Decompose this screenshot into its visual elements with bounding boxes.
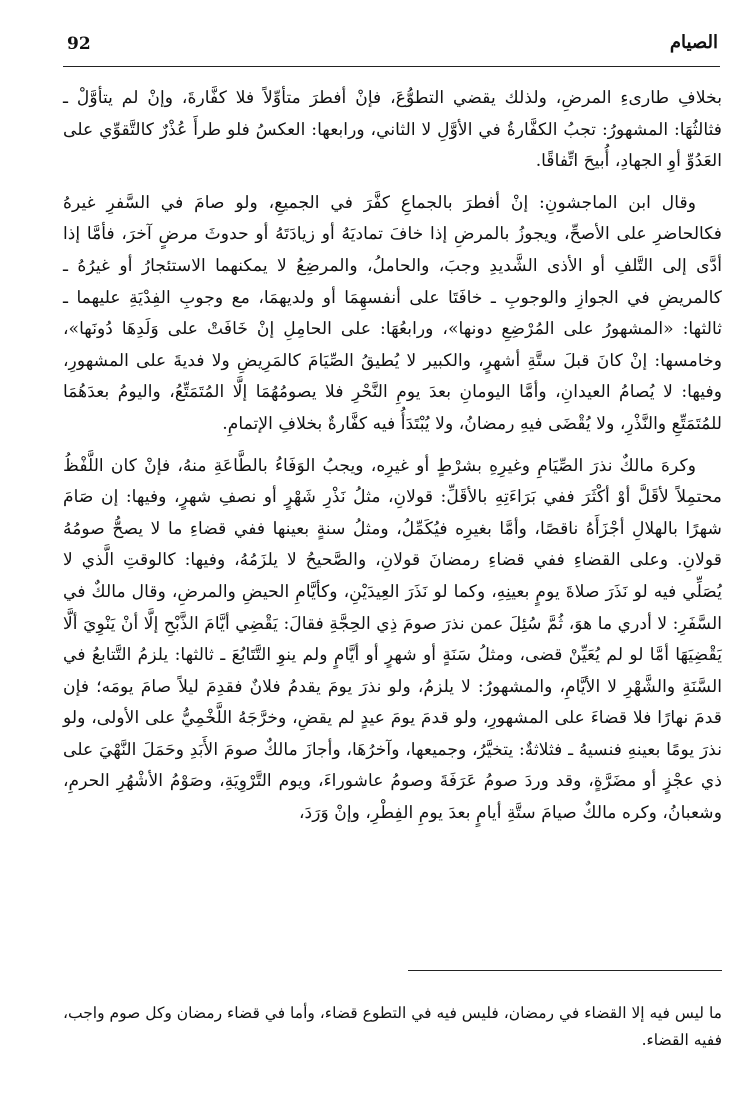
- page-header: [63, 30, 720, 66]
- paragraph-2: وقال ابن الماجشونِ: إنْ أفطرَ بالجماعِ كفَّرَ في الجميعِ، ولو صامَ في السَّفرِ غيرهُ فكالحاضرِ على الأصحِّ، ويجوزُ بالمرضِ إذا خافَ تماديَهُ أو زيادَتَهُ أو حدوثَ مرضٍ آخرَ، فأمَّا إذا أدَّى إلى التَّلفِ أو الأذى الشَّديدِ وجبَ، والحاملُ، والمرضِعُ لا يمكنهما الاستئجارُ أو غيرُهُ ـ كالمريضِ في الجوازِ والوجوبِ ـ خافَتَا على أنفسهِمَا أو ولديهمَا، مع وجوبِ الفِدْيَةِ عليهما ـ ثالثها: «المشهورُ على المُرْضِعِ دونها»، ورابعُهَا: على الحامِلِ إنْ خَافَتْ على وَلَدِهَا دُونَها»، وخامسها: إنْ كانَ قبلَ ستَّةِ أشهرٍ، والكبير لا يُطيقُ الصِّيَامَ كالمَرِيضِ ولا فديةَ على المشهورِ، وفيها: لا يُصامُ العيدانِ، وأمَّا اليومانِ بعدَ يومِ النَّحْرِ فلا يصومُهُمَا إلَّا المُتَمَتِّعُ، واليومُ بعدَهُمَا للمُتَمَتِّعِ والنَّذْرِ، ولا يُقْضَى فيهِ رمضانُ، ولا يُبْتَدَأُ فيه كفَّارةٌ بخلافِ الإتمامِ.: [63, 192, 722, 434]
- body-text: [63, 83, 722, 830]
- header-rule: [63, 66, 720, 67]
- paragraph-1: بخلافِ طارىءِ المرضِ، ولذلك يقضي التطوُّعَ، فإنْ أفطرَ متأوِّلاً فلا كفَّارةَ، وإنْ لم يتأوَّلْ ـ فثالثُهَا: المشهورُ: تجبُ الكفَّارةُ في الأوَّلِ لا الثاني، ورابعها: العكسُ فلو طرأَ عُذْرٌ كالتَّقوِّي على العَدُوِّ أوِ الجهادِ، أُبيحَ اتِّفاقًا.: [63, 88, 722, 172]
- running-title: الصيام: [669, 32, 718, 53]
- footnote-rule: [408, 970, 722, 971]
- page-number: 92: [67, 34, 91, 54]
- footnote: ما ليس فيه إلا القضاء في رمضان، فليس فيه في التطوع قضاء، وأما في قضاء رمضان وكل صوم واجب، ففيه القضاء.: [63, 1003, 722, 1049]
- paragraph-3: وكرهَ مالكٌ نذرَ الصِّيَامِ وغيرِهِ بشرْطٍ أو غيرِه، ويجبُ الوَفَاءُ بالطَّاعَةِ منهُ، فإنْ كان اللَّفْظُ محتمِلاً لأقَلَّ أوْ أكْثَرَ ففي بَرَاءَتِهِ بالأقَلِّ: قولانِ، مثلُ نَذْرِ شَهْرٍ أو نصفِ شهرٍ، وفيها: إن صَامَ شهرًا بالهلالِ أجْزَأَهُ ناقصًا، وأمَّا بغيرِه فيُكَمِّلُ، ومثلُ سنةٍ بعينها ففي قضاءِ ما لا يصحُّ صومُهُ قولانِ. وعلى القضاءِ ففي قضاءِ رمضانَ قولانِ، والصَّحيحُ لا يلزَمُهُ، وفيها: كالوقتِ الَّذي لا يُصَلِّي فيه لو نَذَرَ صلاةَ يومٍ بعينِهِ، وكما لو نَذَرَ العِيدَيْنِ، وكأيَّامِ الحيضِ والمرضِ، وقال مالكٌ في السَّفَرِ: لا أدري ما هوَ، ثُمَّ سُئِلَ عمن نذرَ صومَ ذِي الحِجَّةِ فقالَ: يَقْضِي أيَّامَ الذَّبْحِ إلَّا أنْ يَنْوِيَ ألَّا يَقْضِيَهَا أمَّا لو لم يُعَيِّنْ قضى، ومثلُ سَنَةٍ أو شهرٍ أو أيَّامٍ ولم ينوِ التَّتَابُعَ ـ ثالثها: يلزمُ التَّتابعُ في السَّنَةِ والشَّهْرِ لا الأيَّامِ، والمشهورُ: لا يلزمُ، ولو نذرَ يومَ يقدمُ فلانٌ فقدِمَ ليلاً صامَ يومَه؛ فإن قدمَ نهارًا فلا قضاءَ على المشهورِ، ولو قدمَ يومَ عيدٍ لم يقضِ، وخرَّجَهُ اللَّخْمِيُّ على الأولى، ولو نذرَ يومًا بعينهِ فنسيهُ ـ فثلاثةٌ: يتخيَّرُ، وجميعها، وآخرُهَا، وأجازَ مالكٌ صومَ الأَبَدِ وحَمَلَ النَّهْيَ على ذي عجْزٍ أو مضَرَّةٍ، وقد وردَ صومُ عَرَفَةَ وصومُ عاشوراءَ، ويوم التَّرْوِيَةِ، وصَوْمُ الأشْهُرِ الحرمِ، وشعبانُ، وكره مالكٌ صيامَ ستَّةِ أيامٍ بعدَ يومِ الفِطْرِ، وإنْ وَرَدَ،: [63, 455, 722, 824]
